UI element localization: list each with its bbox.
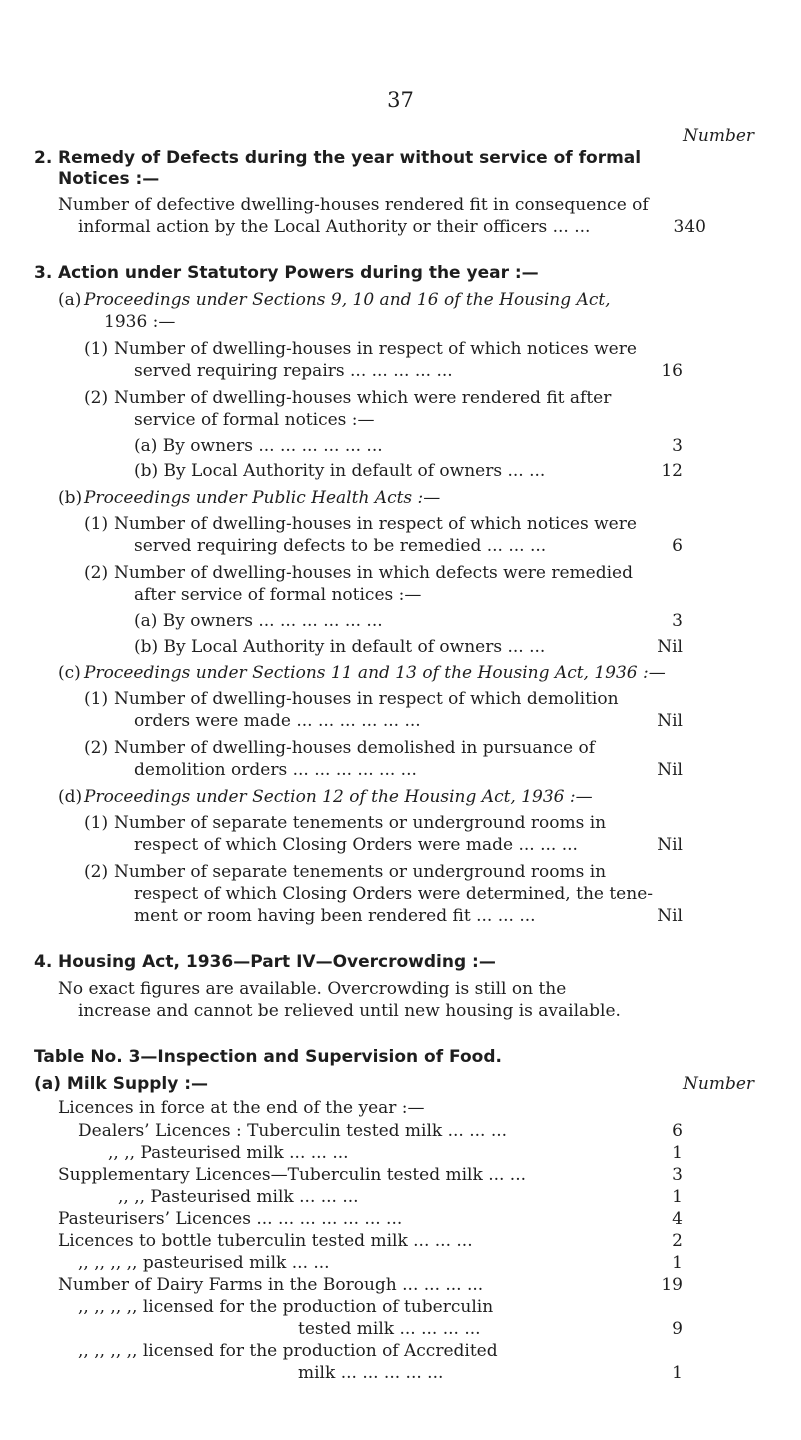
section-3d-item1-text-cont: respect of which Closing Orders were made ... ... ...: [134, 835, 578, 855]
table-row-text: Licences in force at the end of the year :—: [58, 1098, 425, 1118]
section-2-number: 2.: [34, 148, 53, 168]
section-3a-item1-text-cont: served requiring repairs ... ... ... ... ...: [134, 361, 453, 381]
section-3d-item1-value: Nil: [657, 835, 683, 855]
section-3a-item2-text: Number of dwelling-houses which were rendered fit after: [114, 388, 612, 408]
section-3-number: 3.: [34, 263, 53, 283]
table-row-value: 6: [672, 1121, 683, 1141]
section-3c-label: (c): [58, 663, 81, 683]
table-row-value: 1: [672, 1187, 683, 1207]
table-3-title: Table No. 3—Inspection and Supervision of Food.: [34, 1047, 502, 1067]
section-3d-heading: Proceedings under Section 12 of the Housing Act, 1936 :—: [84, 787, 593, 807]
table-row-value: 9: [672, 1319, 683, 1339]
table-row-text: Pasteurisers’ Licences ... ... ... ... ... ... ...: [58, 1209, 403, 1229]
section-3d-label: (d): [58, 787, 83, 807]
table-row-text: ,, ,, Pasteurised milk ... ... ...: [108, 1143, 349, 1163]
section-3b-sub-a-value: 3: [672, 611, 683, 631]
section-3d-item2-num: (2): [84, 862, 109, 882]
table-row-text: Dealers’ Licences : Tuberculin tested milk ... ... ...: [78, 1121, 508, 1141]
section-3b-heading: Proceedings under Public Health Acts :—: [84, 488, 441, 508]
section-4-number: 4.: [34, 952, 53, 972]
section-2-title: Remedy of Defects during the year without service of formal: [58, 148, 642, 168]
section-4-text-cont: increase and cannot be relieved until new housing is available.: [78, 1001, 621, 1021]
section-2-title-cont: Notices :—: [58, 169, 160, 189]
table-row-value: 19: [661, 1275, 683, 1295]
section-3a-item1-num: (1): [84, 339, 109, 359]
section-3-title: Action under Statutory Powers during the year :—: [58, 263, 539, 283]
number-column-header: Number: [683, 126, 755, 146]
section-3a-heading-cont: 1936 :—: [104, 312, 176, 332]
section-4-text: No exact figures are available. Overcrowding is still on the: [58, 979, 567, 999]
section-3c-item2-text: Number of dwelling-houses demolished in pursuance of: [114, 738, 595, 758]
section-3a-sub-b: (b) By Local Authority in default of owners ... ...: [134, 461, 546, 481]
section-3a-heading: Proceedings under Sections 9, 10 and 16 of the Housing Act,: [84, 290, 611, 310]
section-3c-item1-value: Nil: [657, 711, 683, 731]
section-2-text-cont: informal action by the Local Authority or their officers ... ...: [78, 217, 591, 237]
section-3b-item2-text: Number of dwelling-houses in which defects were remedied: [114, 563, 633, 583]
section-3a-sub-a-value: 3: [672, 436, 683, 456]
section-3b-item1-num: (1): [84, 514, 109, 534]
table-row-text: ,, ,, ,, ,, pasteurised milk ... ...: [78, 1253, 330, 1273]
section-3b-sub-b: (b) By Local Authority in default of owners ... ...: [134, 637, 546, 657]
table-row-text: ,, ,, ,, ,, licensed for the production of tuberculin: [78, 1297, 494, 1317]
section-3b-label: (b): [58, 488, 83, 508]
section-2-text: Number of defective dwelling-houses rendered fit in consequence of: [58, 195, 649, 215]
section-3d-item1-num: (1): [84, 813, 109, 833]
section-3a-label: (a): [58, 290, 82, 310]
table-row-text: ,, ,, ,, ,, licensed for the production of Accredited: [78, 1341, 498, 1361]
section-3c-item2-value: Nil: [657, 760, 683, 780]
section-3b-sub-a: (a) By owners ... ... ... ... ... ...: [134, 611, 383, 631]
section-3b-sub-b-value: Nil: [657, 637, 683, 657]
table-row-value: 1: [672, 1363, 683, 1383]
table-row-text: Number of Dairy Farms in the Borough ... ... ... ...: [58, 1275, 484, 1295]
table-row-value: 2: [672, 1231, 683, 1251]
table-row-value: 4: [672, 1209, 683, 1229]
section-3c-item1-text: Number of dwelling-houses in respect of which demolition: [114, 689, 619, 709]
table-row-value: 1: [672, 1143, 683, 1163]
section-3b-item1-text: Number of dwelling-houses in respect of which notices were: [114, 514, 637, 534]
section-3a-sub-b-value: 12: [661, 461, 683, 481]
section-3b-item1-text-cont: served requiring defects to be remedied ... ... ...: [134, 536, 547, 556]
section-3d-item2-value: Nil: [657, 906, 683, 926]
table-row-text: ,, ,, Pasteurised milk ... ... ...: [118, 1187, 359, 1207]
section-3a-item1-value: 16: [661, 361, 683, 381]
page-number: 37: [387, 88, 414, 112]
section-4-title: Housing Act, 1936—Part IV—Overcrowding :—: [58, 952, 496, 972]
table-row-text: Licences to bottle tuberculin tested milk ... ... ...: [58, 1231, 473, 1251]
section-2-value: 340: [673, 217, 706, 237]
section-3c-item2-num: (2): [84, 738, 109, 758]
section-3c-heading: Proceedings under Sections 11 and 13 of the Housing Act, 1936 :—: [84, 663, 666, 683]
section-3a-item2-num: (2): [84, 388, 109, 408]
section-3c-item1-num: (1): [84, 689, 109, 709]
section-3d-item2-text-cont2: ment or room having been rendered fit ... ... ...: [134, 906, 536, 926]
section-3a-item1-text: Number of dwelling-houses in respect of which notices were: [114, 339, 637, 359]
section-3c-item2-text-cont: demolition orders ... ... ... ... ... ...: [134, 760, 417, 780]
section-3d-item1-text: Number of separate tenements or underground rooms in: [114, 813, 607, 833]
section-3d-item2-text-cont: respect of which Closing Orders were determined, the tene-: [134, 884, 653, 904]
section-3b-item2-num: (2): [84, 563, 109, 583]
section-3a-item2-text-cont: service of formal notices :—: [134, 410, 375, 430]
table-row-text: tested milk ... ... ... ...: [298, 1319, 481, 1339]
milk-supply-heading: (a) Milk Supply :—: [34, 1074, 209, 1094]
table-row-value: 1: [672, 1253, 683, 1273]
section-3b-item2-text-cont: after service of formal notices :—: [134, 585, 422, 605]
table-row-value: 3: [672, 1165, 683, 1185]
table-row-text: milk ... ... ... ... ...: [298, 1363, 444, 1383]
section-3b-item1-value: 6: [672, 536, 683, 556]
table-3-number-header: Number: [683, 1074, 755, 1094]
table-row-text: Supplementary Licences—Tuberculin tested milk ... ...: [58, 1165, 527, 1185]
section-3d-item2-text: Number of separate tenements or underground rooms in: [114, 862, 607, 882]
section-3c-item1-text-cont: orders were made ... ... ... ... ... ...: [134, 711, 421, 731]
section-3a-sub-a: (a) By owners ... ... ... ... ... ...: [134, 436, 383, 456]
